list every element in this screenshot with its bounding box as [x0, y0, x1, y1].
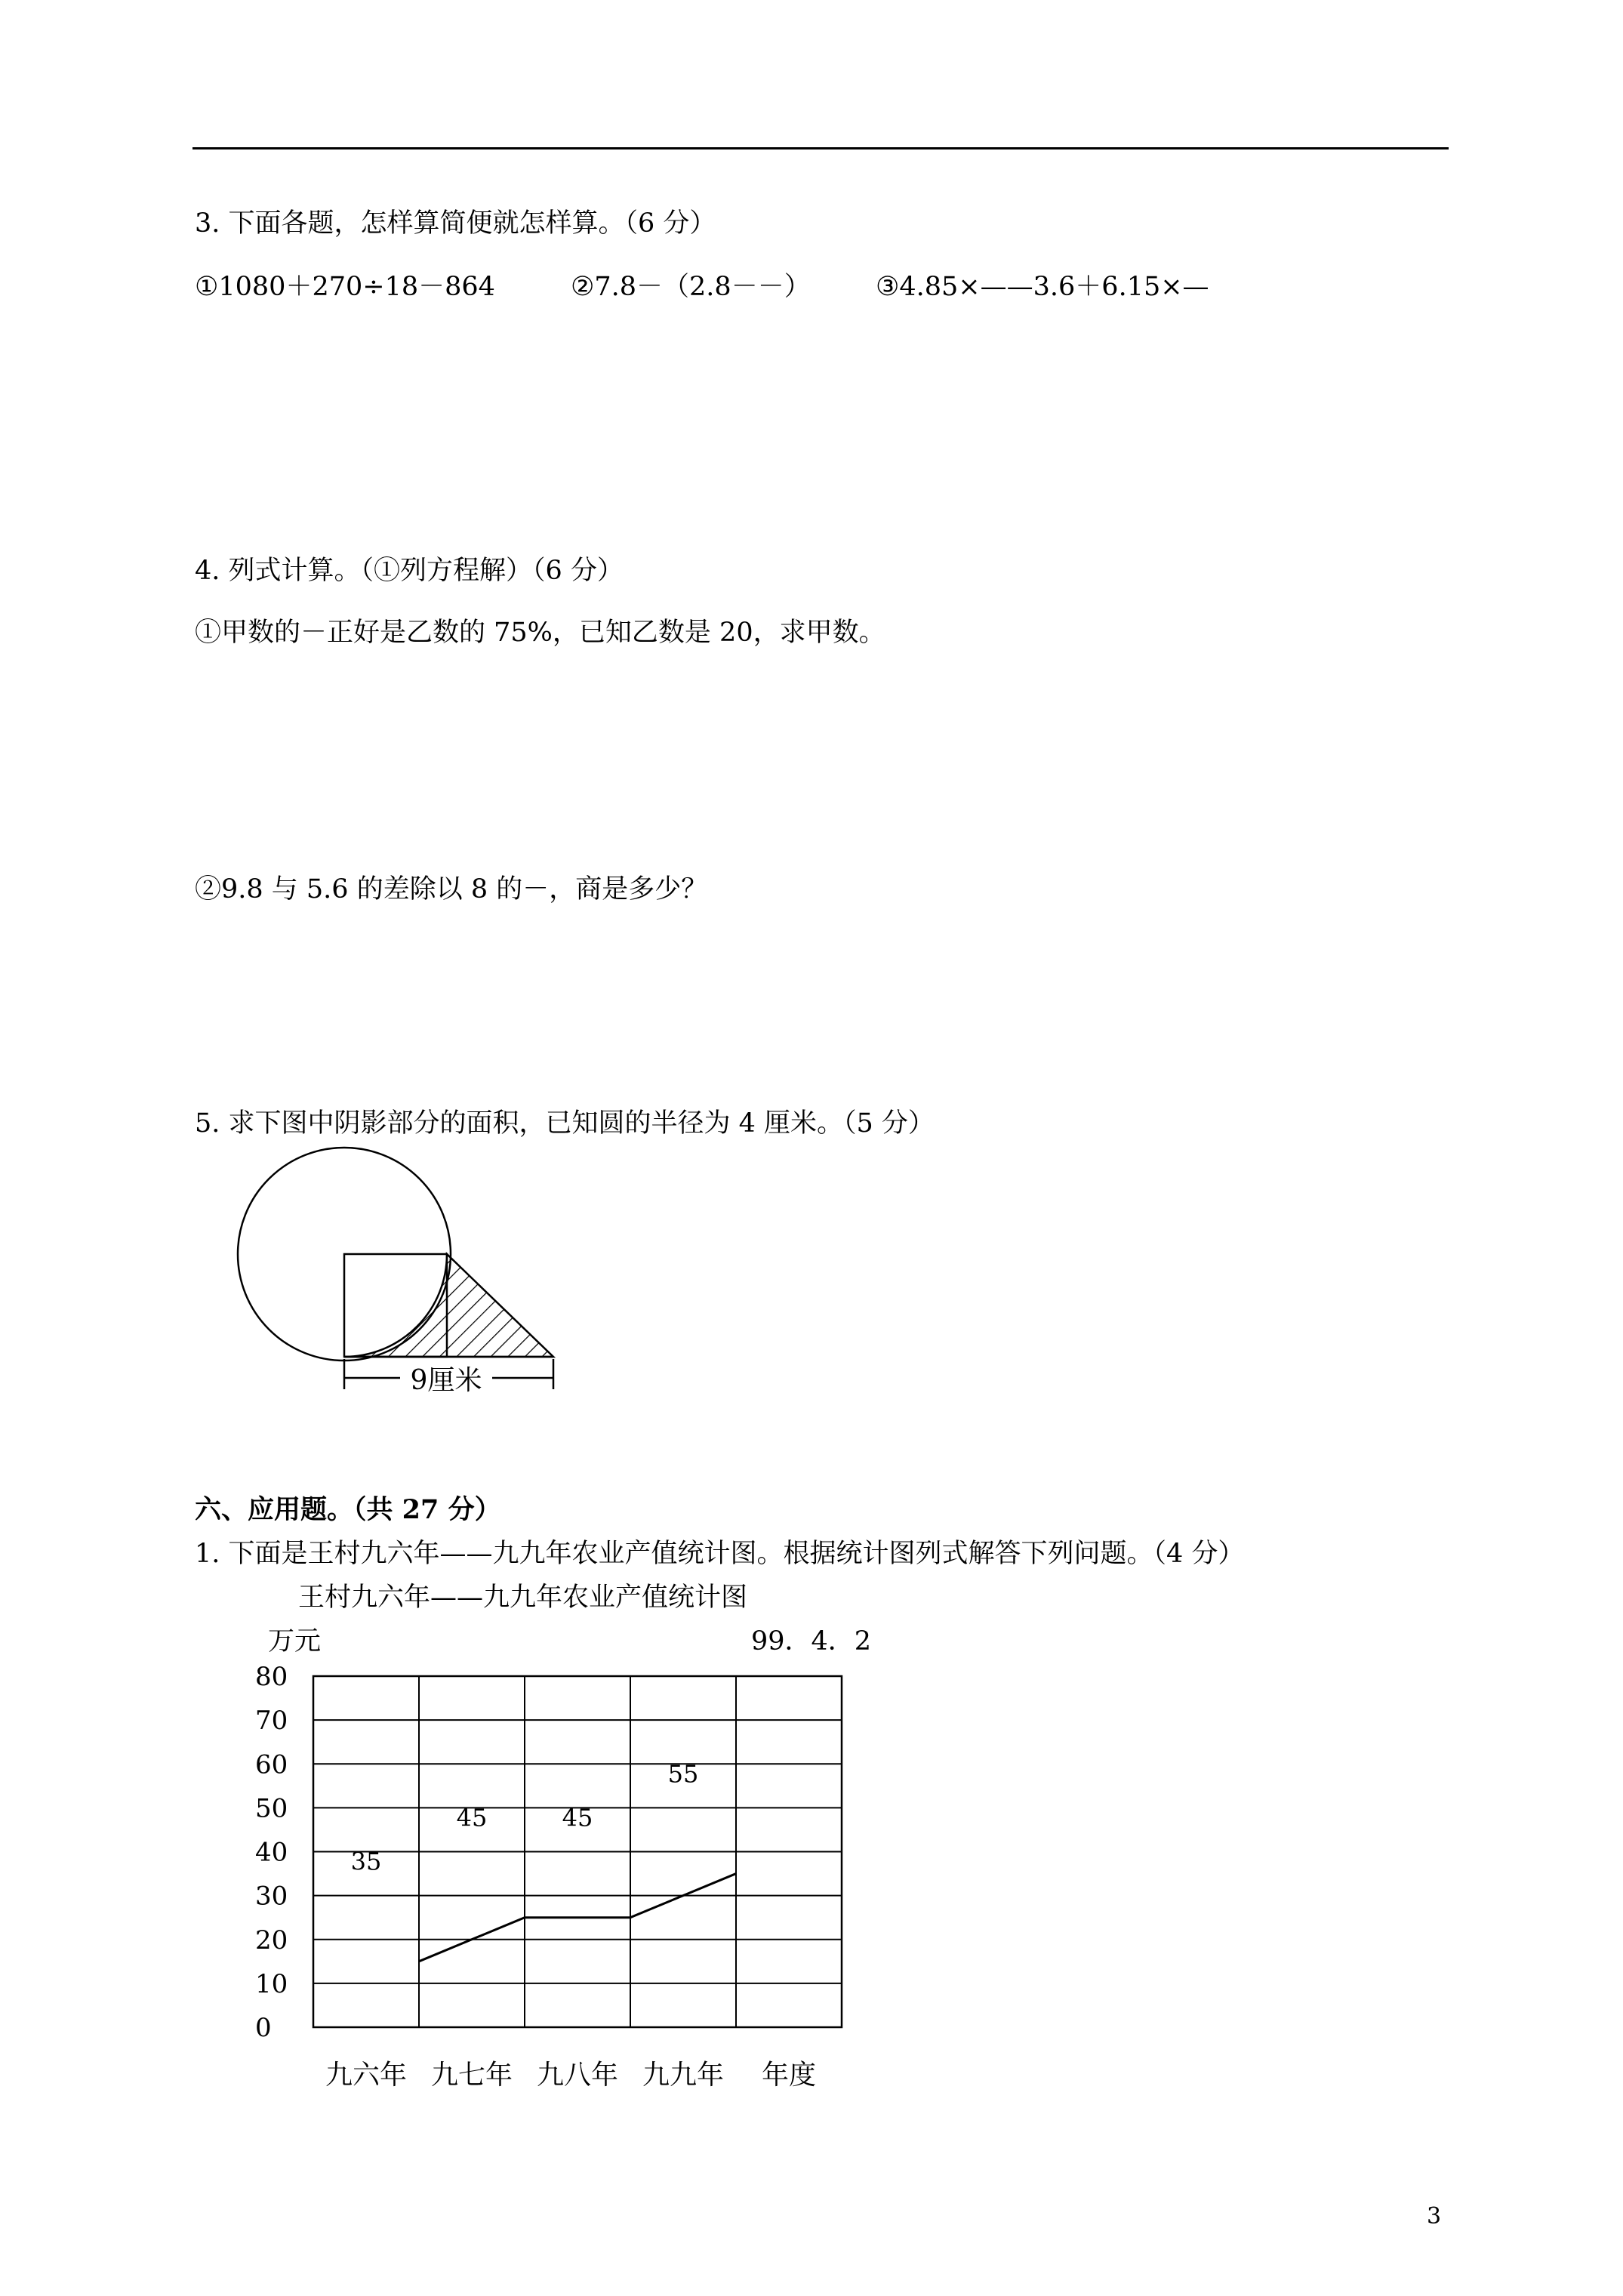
page-number: 3: [1427, 2203, 1442, 2230]
chart-y-tick-label: 40: [255, 1837, 288, 1868]
chart-y-tick-label: 0: [255, 2013, 272, 2043]
q4-item-1: ①甲数的－正好是乙数的 75%，已知乙数是 20，求甲数。: [195, 618, 885, 648]
chart-data-label: 45: [456, 1803, 488, 1832]
chart-y-tick-label: 30: [255, 1881, 288, 1912]
chart-y-tick-label: 60: [255, 1749, 288, 1780]
chart-y-tick-label: 70: [255, 1706, 288, 1737]
q3-item-3: ③4.85×——3.6＋6.15×—: [876, 272, 1209, 302]
chart-data-label: 45: [562, 1803, 593, 1832]
chart-series-line: [419, 1874, 736, 1962]
chart-x-category-label: 九六年: [325, 2060, 408, 2091]
section6-heading: 六、应用题。（共 27 分）: [195, 1494, 501, 1525]
q5-heading: 5. 求下图中阴影部分的面积，已知圆的半径为 4 厘米。（5 分）: [195, 1108, 935, 1139]
q4-heading: 4. 列式计算。（①列方程解）（6 分）: [195, 556, 624, 586]
dimension-label: 9厘米: [410, 1365, 482, 1396]
q3-item-2: ②7.8－（2.8－－）: [571, 272, 811, 302]
chart-data-label: 55: [667, 1759, 699, 1789]
chart-x-category-label: 九七年: [430, 2060, 513, 2091]
line-chart: [226, 1653, 906, 2091]
chart-y-tick-label: 80: [255, 1662, 288, 1692]
header-rule: [192, 147, 1449, 149]
chart-y-tick-label: 50: [255, 1793, 288, 1824]
chart-x-category-label: 九八年: [536, 2060, 619, 2091]
chart-data-label: 35: [350, 1847, 382, 1876]
chart-y-unit: 万元: [268, 1626, 322, 1657]
chart-x-category-label: 九九年: [642, 2060, 725, 2091]
q3-item-1: ①1080＋270÷18－864: [195, 272, 495, 302]
chart-date-note: 99．4．2: [751, 1626, 872, 1657]
chart-y-tick-label: 10: [255, 1968, 288, 1999]
section6-q1: 1. 下面是王村九六年——九九年农业产值统计图。根据统计图列式解答下列问题。（4 分）: [195, 1539, 1245, 1569]
chart-y-tick-label: 20: [255, 1925, 288, 1955]
circle-shaded-figure: [219, 1133, 574, 1404]
q3-heading: 3. 下面各题，怎样算简便就怎样算。（6 分）: [195, 208, 716, 239]
q4-item-2: ②9.8 与 5.6 的差除以 8 的－，商是多少？: [195, 874, 708, 905]
chart-title: 王村九六年——九九年农业产值统计图: [298, 1583, 748, 1613]
chart-x-axis-label: 年度: [761, 2060, 817, 2091]
